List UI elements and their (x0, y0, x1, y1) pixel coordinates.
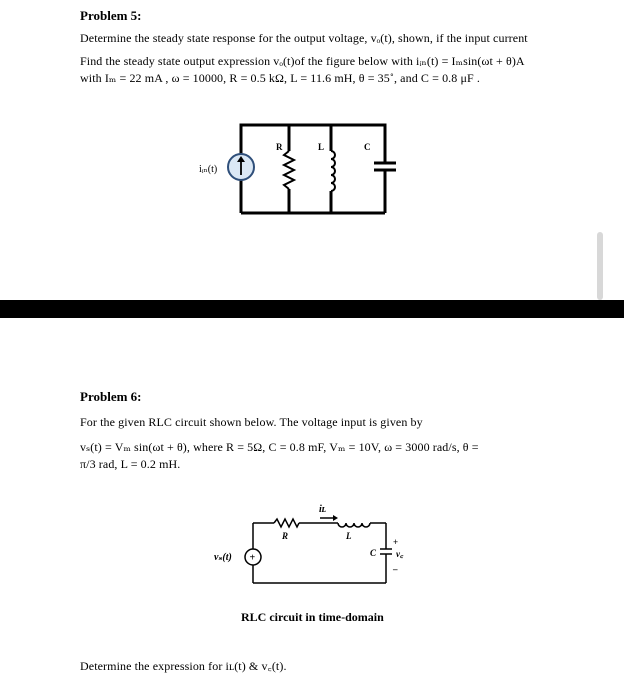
problem-6-title: Problem 6: (80, 389, 142, 404)
problem-6-line-2: vₛ(t) = Vₘ sin(ωt + θ), where R = 5Ω, C = 0.8 mF, Vₘ = 10V, ω = 3000 rad/s, θ = (80, 440, 479, 454)
rlc-vc-plus: + (393, 537, 399, 547)
rlc-vc-minus: – (393, 564, 398, 574)
rlc-current-label: iʟ (319, 504, 326, 515)
voltage-source-plus-sign: + (249, 552, 256, 564)
panel-1-scrollbar[interactable] (592, 0, 608, 300)
inductor-label: L (318, 142, 325, 152)
rlc-inductor-label: L (346, 531, 352, 541)
problem-5-line-1: Determine the steady state response for the output voltage, vₒ(t), shown, if the input current (80, 31, 528, 45)
series-rlc-circuit-diagram (0, 318, 624, 700)
problem-6-panel (0, 318, 608, 700)
problem-6-line-3: π/3 rad, L = 0.2 mH. (80, 457, 181, 471)
resistor-zigzag (284, 151, 294, 189)
capacitor-label: C (364, 142, 371, 152)
rlc-capacitor-label: C (370, 548, 377, 558)
problem-5-line-2: Find the steady state output expression vₒ(t)of the figure below with iᵢₙ(t) = Iₘsin(ωt + θ)A (80, 54, 525, 68)
current-arrowhead-icon (333, 515, 338, 521)
panel-divider (0, 300, 624, 318)
problem-5-line-3: with Iₘ = 22 mA , ω = 10000, R = 0.5 kΩ, L = 11.6 mH, θ = 35˚, and C = 0.8 μF . (80, 71, 480, 85)
circuit-caption: RLC circuit in time-domain (241, 610, 384, 624)
inductor-coil (331, 151, 335, 191)
circuit-top-rail (241, 125, 385, 135)
rlc-resistor-zigzag (274, 519, 299, 527)
source-label: iᵢₙ(t) (199, 164, 218, 175)
problem-5-panel (0, 0, 608, 300)
panel-1-scroll-thumb[interactable] (597, 232, 603, 300)
rlc-inductor-coil (338, 523, 370, 527)
problem-6-question: Determine the expression for iʟ(t) & v꜀(t). (80, 659, 287, 673)
rlc-vc-label: v꜀ (396, 549, 404, 559)
problem-6-line-1: For the given RLC circuit shown below. The voltage input is given by (80, 415, 423, 429)
parallel-circuit-diagram (0, 0, 624, 300)
panel-2-scrollbar[interactable] (592, 318, 608, 700)
rlc-source-label: vₛ(t) (214, 552, 232, 563)
resistor-label: R (276, 142, 283, 152)
problem-5-title: Problem 5: (80, 8, 142, 23)
rlc-resistor-label: R (282, 531, 289, 541)
